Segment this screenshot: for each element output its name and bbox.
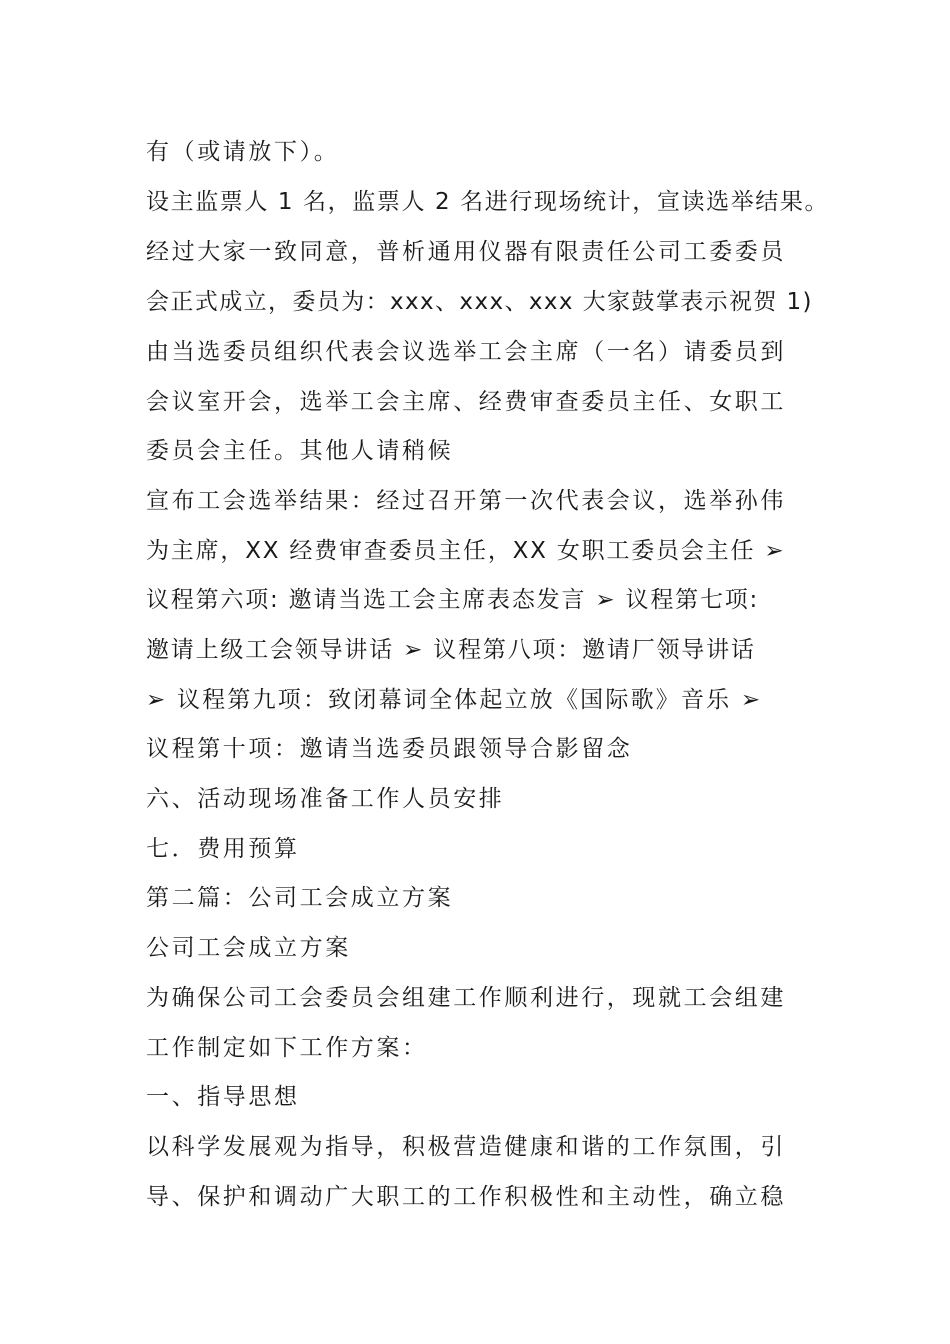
text-line: ➢ 议程第九项：致闭幕词全体起立放《国际歌》音乐 ➢ <box>146 687 763 713</box>
text-line: 有（或请放下）。 <box>146 139 340 165</box>
text-line: 会议室开会，选举工会主席、经费审查委员主任、女职工 <box>146 389 786 415</box>
text-line: 邀请上级工会领导讲话 ➢ 议程第八项：邀请厂领导讲话 <box>146 637 756 663</box>
text-line: 工作制定如下工作方案： <box>146 1035 428 1061</box>
text-line: 为主席，XX 经费审查委员主任，XX 女职工委员会主任 ➢ <box>146 538 786 564</box>
text-line: 宣布工会选举结果：经过召开第一次代表会议，选举孙伟 <box>146 488 786 514</box>
text-line: 设主监票人 1 名，监票人 2 名进行现场统计，宣读选举结果。 <box>146 189 830 215</box>
text-line: 导、保护和调动广大职工的工作积极性和主动性，确立稳 <box>146 1184 786 1210</box>
text-line: 经过大家一致同意，普析通用仪器有限责任公司工委委员 <box>146 239 786 265</box>
text-line: 第二篇：公司工会成立方案 <box>146 885 454 911</box>
text-line: 委员会主任。其他人请稍候 <box>146 438 454 464</box>
text-line: 由当选委员组织代表会议选举工会主席（一名）请委员到 <box>146 339 786 365</box>
text-line: 六、活动现场准备工作人员安排 <box>146 786 505 812</box>
text-line: 会正式成立，委员为：xxx、xxx、xxx 大家鼓掌表示祝贺 1) <box>146 289 813 315</box>
text-line: 议程第十项：邀请当选委员跟领导合影留念 <box>146 736 633 762</box>
text-line: 为确保公司工会委员会组建工作顺利进行，现就工会组建 <box>146 985 786 1011</box>
text-line: 七．费用预算 <box>146 836 300 862</box>
text-line: 公司工会成立方案 <box>146 935 351 961</box>
text-line: 以科学发展观为指导，积极营造健康和谐的工作氛围，引 <box>146 1134 786 1160</box>
text-line: 一、指导思想 <box>146 1084 300 1110</box>
text-line: 议程第六项: 邀请当选工会主席表态发言 ➢ 议程第七项: <box>146 587 760 613</box>
